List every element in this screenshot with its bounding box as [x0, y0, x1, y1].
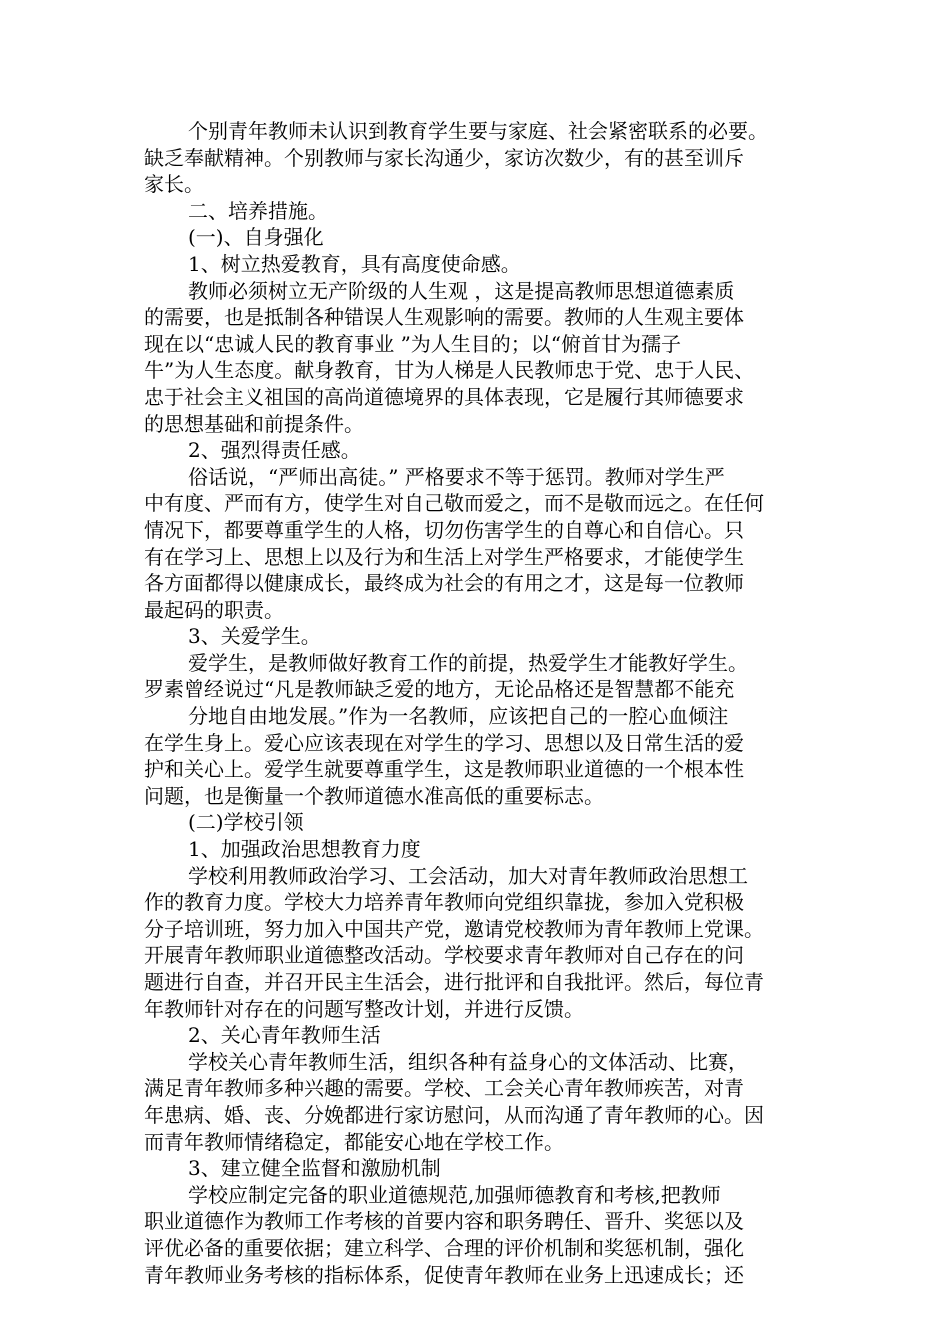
- text-line: 爱学生，是教师做好教育工作的前提，热爱学生才能教好学生。: [188, 650, 748, 675]
- text-line: 开展青年教师职业道德整改活动。学校要求青年教师对自己存在的问: [144, 943, 744, 968]
- text-line: 缺乏奉献精神。个别教师与家长沟通少，家访次数少，有的甚至训斥: [144, 145, 744, 170]
- text-line: (一)、自身强化: [188, 225, 324, 250]
- text-line: 1、加强政治思想教育力度: [188, 837, 421, 862]
- text-line: 2、强烈得责任感。: [188, 438, 361, 463]
- text-line: 护和关心上。爱学生就要尊重学生，这是教师职业道德的一个根本性: [144, 757, 744, 782]
- text-line: 1、树立热爱教育，具有高度使命感。: [188, 251, 521, 276]
- text-line: 问题，也是衡量一个教师道德水准高低的重要标志。: [144, 783, 604, 808]
- text-line: 学校应制定完备的职业道德规范,加强师德教育和考核,把教师: [188, 1182, 721, 1207]
- text-line: 年患病、婚、丧、分娩都进行家访慰问，从而沟通了青年教师的心。因: [144, 1102, 764, 1127]
- text-line: 3、建立健全监督和激励机制: [188, 1156, 441, 1181]
- text-line: 而青年教师情绪稳定，都能安心地在学校工作。: [144, 1129, 564, 1154]
- text-line: 2、关心青年教师生活: [188, 1023, 381, 1048]
- text-line: 的思想基础和前提条件。: [144, 411, 364, 436]
- text-line: 教师必须树立无产阶级的人生观 ，这是提高教师思想道德素质: [188, 278, 735, 303]
- text-line: 3、关爱学生。: [188, 624, 321, 649]
- text-line: 职业道德作为教师工作考核的首要内容和职务聘任、晋升、奖惩以及: [144, 1209, 744, 1234]
- text-line: 学校关心青年教师生活，组织各种有益身心的文体活动、比赛，: [188, 1049, 748, 1074]
- text-line: 分子培训班，努力加入中国共产党，邀请党校教师为青年教师上党课。: [144, 916, 764, 941]
- text-line: 中有度、严而有方，使学生对自己敬而爱之，而不是敬而远之。在任何: [144, 491, 764, 516]
- text-line: 二、培养措施。: [188, 198, 328, 223]
- text-line: 情况下，都要尊重学生的人格，切勿伤害学生的自尊心和自信心。只: [144, 517, 744, 542]
- text-line: 学校利用教师政治学习、工会活动，加大对青年教师政治思想工: [188, 863, 748, 888]
- document-body: [144, 118, 814, 1288]
- text-line: (二)学校引领: [188, 810, 304, 835]
- text-line: 最起码的职责。: [144, 597, 284, 622]
- text-line: 个别青年教师未认识到教育学生要与家庭、社会紧密联系的必要。: [188, 119, 768, 143]
- text-line: 年教师针对存在的问题写整改计划，并进行反馈。: [144, 996, 584, 1021]
- text-line: 青年教师业务考核的指标体系，促使青年教师在业务上迅速成长；还: [144, 1262, 744, 1287]
- text-line: 作的教育力度。学校大力培养青年教师向党组织靠拢，参加入党积极: [144, 890, 744, 915]
- text-line: 忠于社会主义祖国的高尚道德境界的具体表现，它是履行其师德要求: [144, 384, 744, 409]
- text-line: 现在以“忠诚人民的教育事业 ”为人生目的；以“俯首甘为孺子: [144, 331, 682, 356]
- text-line: 题进行自查，并召开民主生活会，进行批评和自我批评。然后，每位青: [144, 970, 764, 994]
- text-line: 的需要，也是抵制各种错误人生观影响的需要。教师的人生观主要体: [144, 305, 744, 330]
- text-line: 分地自由地发展。”作为一名教师，应该把自己的一腔心血倾注: [188, 704, 729, 729]
- text-line: 各方面都得以健康成长，最终成为社会的有用之才，这是每一位教师: [144, 571, 744, 596]
- text-line: 俗话说，“严师出高徒。” 严格要求不等于惩罚。教师对学生严: [188, 464, 725, 489]
- text-line: 牛”为人生态度。献身教育，甘为人梯是人民教师忠于党、忠于人民、: [144, 358, 755, 383]
- text-line: 罗素曾经说过“凡是教师缺乏爱的地方，无论品格还是智慧都不能充: [144, 677, 735, 702]
- text-line: 满足青年教师多种兴趣的需要。学校、工会关心青年教师疾苦，对青: [144, 1076, 744, 1101]
- text-line: 评优必备的重要依据；建立科学、合理的评价机制和奖惩机制，强化: [144, 1235, 744, 1260]
- text-line: 在学生身上。爱心应该表现在对学生的学习、思想以及日常生活的爱: [144, 730, 744, 755]
- text-line: 有在学习上、思想上以及行为和生活上对学生严格要求，才能使学生: [144, 544, 744, 569]
- text-line: 家长。: [144, 172, 204, 197]
